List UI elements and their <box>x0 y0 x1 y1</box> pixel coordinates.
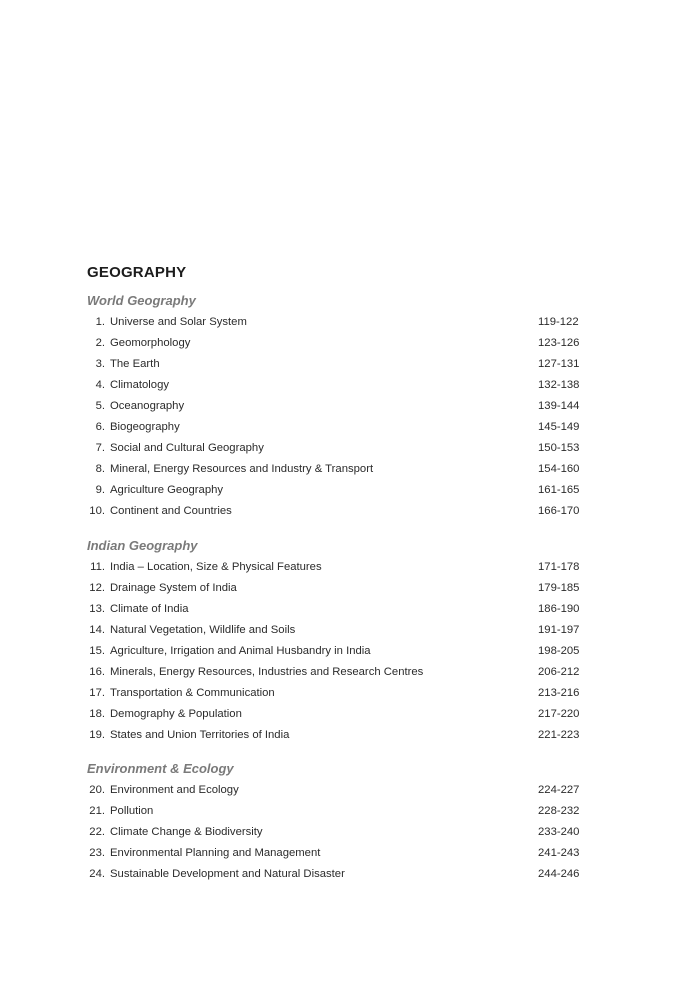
toc-entry <box>0 644 675 665</box>
chapter-title: Demography & Population <box>110 708 242 720</box>
chapter-number: 12. <box>89 582 105 594</box>
page-range: 139-144 <box>538 400 580 412</box>
toc-entry <box>0 483 675 504</box>
page-range: 224-227 <box>538 784 580 796</box>
page-range: 221-223 <box>538 729 580 741</box>
chapter-number: 20. <box>89 784 105 796</box>
toc-entry <box>0 420 675 441</box>
chapter-title: Pollution <box>110 805 154 817</box>
toc-entry <box>0 804 675 825</box>
chapter-title: Continent and Countries <box>110 505 232 517</box>
toc-entry <box>0 867 675 888</box>
chapter-number: 14. <box>89 624 105 636</box>
page-range: 154-160 <box>538 463 580 475</box>
chapter-title: Minerals, Energy Resources, Industries and Research Centres <box>110 666 424 678</box>
chapter-number: 1. <box>95 316 105 328</box>
chapter-number: 21. <box>89 805 105 817</box>
page-range: 127-131 <box>538 358 580 370</box>
chapter-number: 18. <box>89 708 105 720</box>
page-range: 198-205 <box>538 645 580 657</box>
chapter-number: 22. <box>89 826 105 838</box>
toc-entry <box>0 336 675 357</box>
page-range: 179-185 <box>538 582 580 594</box>
chapter-number: 16. <box>89 666 105 678</box>
chapter-number: 19. <box>89 729 105 741</box>
toc-entry <box>0 665 675 686</box>
toc-entry <box>0 378 675 399</box>
chapter-title: Transportation & Communication <box>110 687 275 699</box>
page-range: 217-220 <box>538 708 580 720</box>
toc-entry <box>0 581 675 602</box>
chapter-number: 15. <box>89 645 105 657</box>
chapter-number: 24. <box>89 868 105 880</box>
toc-entry <box>0 846 675 867</box>
chapter-number: 10. <box>89 505 105 517</box>
page-title: GEOGRAPHY <box>87 264 187 281</box>
page-range: 241-243 <box>538 847 580 859</box>
chapter-title: Climatology <box>110 379 170 391</box>
chapter-title: Sustainable Development and Natural Disaster <box>110 868 345 880</box>
chapter-number: 2. <box>95 337 105 349</box>
page-range: 145-149 <box>538 421 580 433</box>
page-range: 186-190 <box>538 603 580 615</box>
page-range: 233-240 <box>538 826 580 838</box>
page-range: 123-126 <box>538 337 580 349</box>
chapter-title: India – Location, Size & Physical Features <box>110 561 322 573</box>
chapter-title: Drainage System of India <box>110 582 237 594</box>
chapter-title: Social and Cultural Geography <box>110 442 264 454</box>
chapter-title: Geomorphology <box>110 337 191 349</box>
chapter-number: 11. <box>90 561 105 573</box>
toc-entry <box>0 825 675 846</box>
chapter-title: The Earth <box>110 358 160 370</box>
toc-entry <box>0 315 675 336</box>
toc-entry <box>0 399 675 420</box>
toc-entry <box>0 783 675 804</box>
chapter-number: 8. <box>95 463 105 475</box>
chapter-number: 7. <box>95 442 105 454</box>
page-range: 166-170 <box>538 505 580 517</box>
chapter-title: Biogeography <box>110 421 180 433</box>
page-range: 206-212 <box>538 666 580 678</box>
chapter-title: Agriculture Geography <box>110 484 224 496</box>
chapter-title: Mineral, Energy Resources and Industry & Transport <box>110 463 374 475</box>
page-range: 191-197 <box>538 624 580 636</box>
section-heading: Environment & Ecology <box>87 761 234 776</box>
chapter-title: Universe and Solar System <box>110 316 247 328</box>
toc-entry <box>0 602 675 623</box>
toc-entry <box>0 728 675 749</box>
chapter-number: 5. <box>95 400 105 412</box>
toc-entry <box>0 441 675 462</box>
toc-entry <box>0 623 675 644</box>
toc-list <box>0 315 675 525</box>
chapter-title: Environment and Ecology <box>110 784 239 796</box>
toc-entry <box>0 686 675 707</box>
page-range: 119-122 <box>538 316 579 328</box>
page-range: 132-138 <box>538 379 580 391</box>
chapter-title: Environmental Planning and Management <box>110 847 321 859</box>
page-range: 228-232 <box>538 805 580 817</box>
toc-entry <box>0 462 675 483</box>
chapter-number: 17. <box>89 687 105 699</box>
chapter-number: 6. <box>95 421 105 433</box>
chapter-title: Natural Vegetation, Wildlife and Soils <box>110 624 296 636</box>
chapter-number: 3. <box>95 358 105 370</box>
toc-entry <box>0 357 675 378</box>
toc-entry <box>0 560 675 581</box>
toc-list <box>0 560 675 749</box>
chapter-title: Climate of India <box>110 603 189 615</box>
chapter-title: States and Union Territories of India <box>110 729 290 741</box>
chapter-title: Climate Change & Biodiversity <box>110 826 263 838</box>
page-range: 244-246 <box>538 868 580 880</box>
toc-entry <box>0 707 675 728</box>
page-range: 161-165 <box>538 484 580 496</box>
section-heading: World Geography <box>87 293 196 308</box>
chapter-title: Oceanography <box>110 400 185 412</box>
chapter-number: 9. <box>95 484 105 496</box>
chapter-number: 23. <box>89 847 105 859</box>
toc-list <box>0 783 675 888</box>
chapter-number: 13. <box>89 603 105 615</box>
chapter-number: 4. <box>95 379 105 391</box>
page-range: 213-216 <box>538 687 580 699</box>
page-range: 171-178 <box>538 561 580 573</box>
toc-entry <box>0 504 675 525</box>
page-range: 150-153 <box>538 442 580 454</box>
section-heading: Indian Geography <box>87 538 198 553</box>
chapter-title: Agriculture, Irrigation and Animal Husbandry in India <box>110 645 371 657</box>
